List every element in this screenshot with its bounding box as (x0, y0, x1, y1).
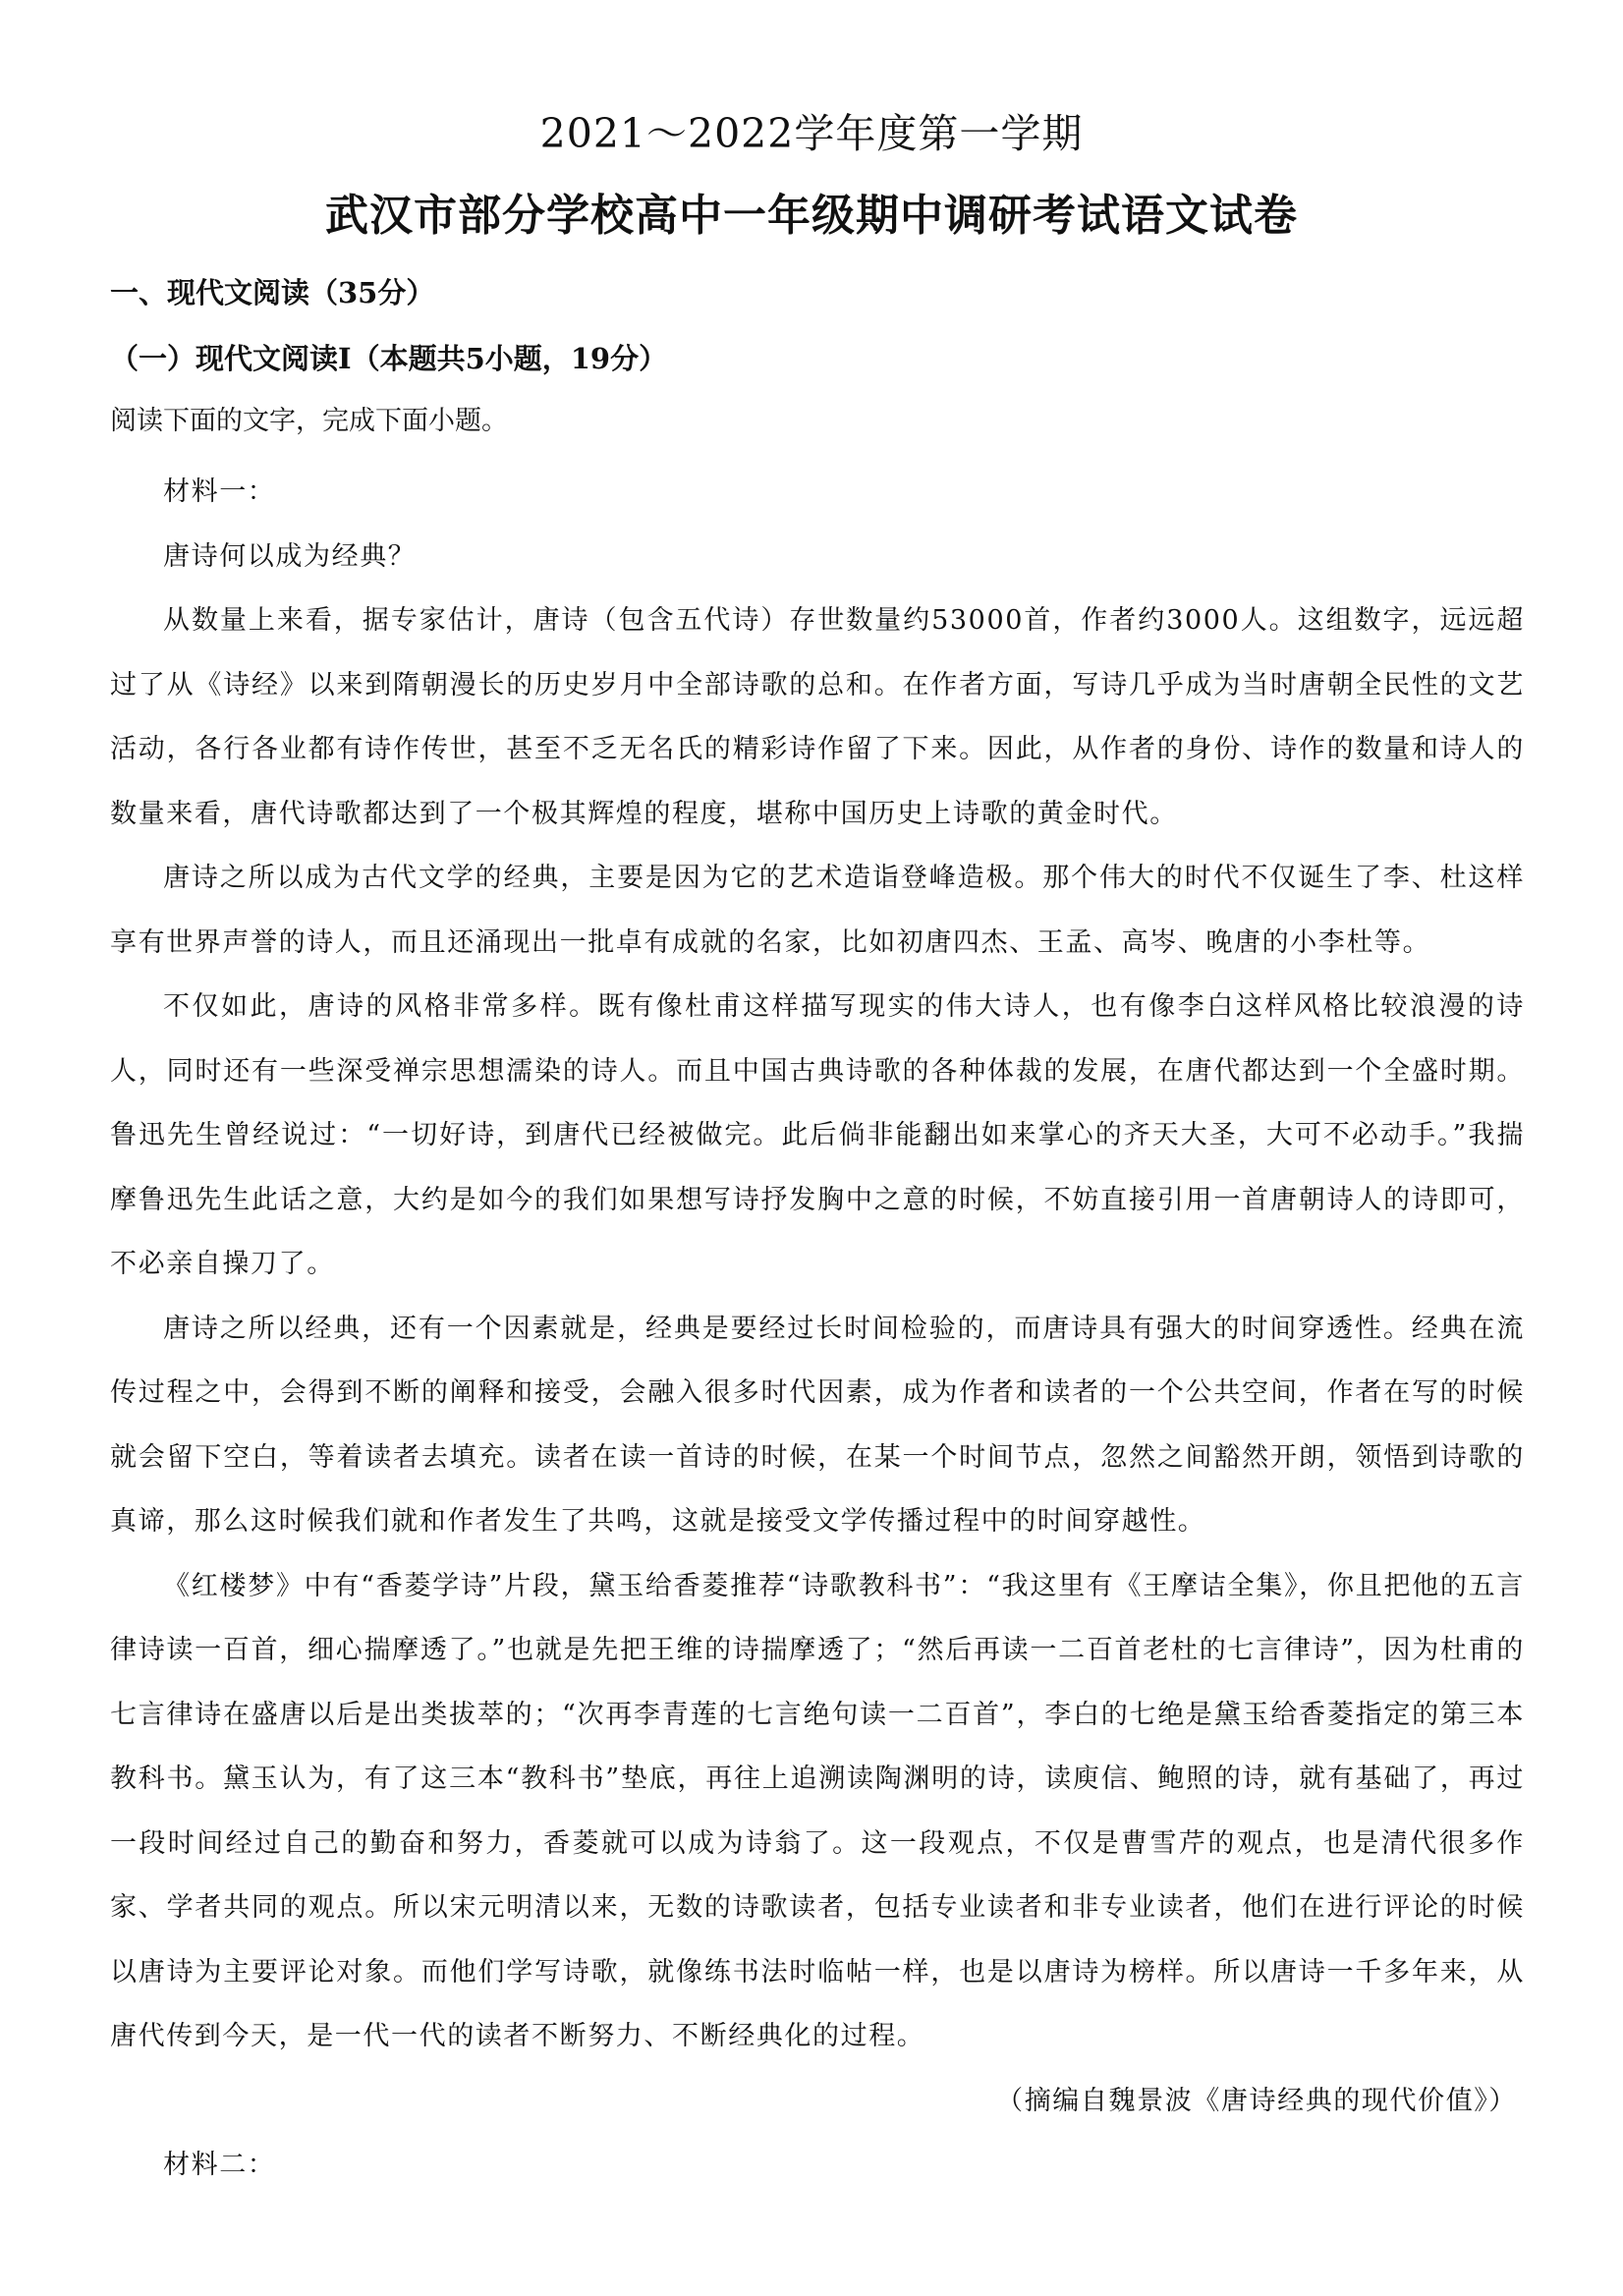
source-citation: （摘编自魏景波《唐诗经典的现代价值》） (996, 2085, 1517, 2116)
material-label: 材料一： (163, 476, 276, 507)
exam-title-main: 武汉市部分学校高中一年级期中调研考试语文试卷 (325, 191, 1298, 241)
reading-passage (110, 460, 1525, 2198)
paragraph: 唐诗之所以经典，还有一个因素就是，经典是要经过长时间检验的，而唐诗具有强大的时间穿透性。经典在流传过程之中，会得到不断的阐释和接受，会融入很多时代因素，成为作者和读者的一个公共空间，作者在写的时候就会留下空白，等着读者去填充。读者在读一首诗的时候，在某一个时间节点，忽然之间豁然开朗，领悟到诗歌的真谛，那么这时候我们就和作者发生了共鸣，这就是接受文学传播过程中的时间穿越性。 (110, 1313, 1525, 1537)
subsection-heading: （一）现代文阅读Ⅰ（本题共5小题，19分） (110, 342, 668, 375)
exam-title-term: 2021～2022学年度第一学期 (539, 110, 1084, 157)
paragraph: 唐诗之所以成为古代文学的经典，主要是因为它的艺术造诣登峰造极。那个伟大的时代不仅诞生了李、杜这样享有世界声誉的诗人，而且还涌现出一批卓有成就的名家，比如初唐四杰、王孟、高岑、晚唐的小李杜等。 (110, 863, 1525, 958)
paragraph: 从数量上来看，据专家估计，唐诗（包含五代诗）存世数量约53000首，作者约3000人。这组数字，远远超过了从《诗经》以来到隋朝漫长的历史岁月中全部诗歌的总和。在作者方面，写诗几乎成为当时唐朝全民性的文艺活动，各行各业都有诗作传世，甚至不乏无名氏的精彩诗作留了下来。因此，从作者的身份、诗作的数量和诗人的数量来看，唐代诗歌都达到了一个极其辉煌的程度，堪称中国历史上诗歌的黄金时代。 (110, 605, 1525, 829)
section-heading: 一、现代文阅读（35分） (110, 276, 435, 309)
paragraph: 不仅如此，唐诗的风格非常多样。既有像杜甫这样描写现实的伟大诗人，也有像李白这样风格比较浪漫的诗人，同时还有一些深受禅宗思想濡染的诗人。而且中国古典诗歌的各种体裁的发展，在唐代都达到一个全盛时期。鲁迅先生曾经说过：“一切好诗，到唐代已经被做完。此后倘非能翻出如来掌心的齐天大圣，大可不必动手。”我揣摩鲁迅先生此话之意，大约是如今的我们如果想写诗抒发胸中之意的时候，不妨直接引用一首唐朝诗人的诗即可，不必亲自操刀了。 (110, 991, 1525, 1279)
material-title: 唐诗何以成为经典？ (163, 540, 417, 572)
material-label: 材料二： (163, 2150, 276, 2180)
reading-instruction: 阅读下面的文字，完成下面小题。 (110, 406, 508, 436)
paragraph: 《红楼梦》中有“香菱学诗”片段，黛玉给香菱推荐“诗歌教科书”：“我这里有《王摩诘全集》，你且把他的五言律诗读一百首，细心揣摩透了。”也就是先把王维的诗揣摩透了；“然后再读一二百首老杜的七言律诗”，因为杜甫的七言律诗在盛唐以后是出类拔萃的；“次再李青莲的七言绝句读一二百首”，李白的七绝是黛玉给香菱指定的第三本教科书。黛玉认为，有了这三本“教科书”垫底，再往上追溯读陶渊明的诗，读庾信、鲍照的诗，就有基础了，再过一段时间经过自己的勤奋和努力，香菱就可以成为诗翁了。这一段观点，不仅是曹雪芹的观点，也是清代很多作家、学者共同的观点。所以宋元明清以来，无数的诗歌读者，包括专业读者和非专业读者，他们在进行评论的时候以唐诗为主要评论对象。而他们学写诗歌，就像练书法时临帖一样，也是以唐诗为榜样。所以唐诗一千多年来，从唐代传到今天，是一代一代的读者不断努力、不断经典化的过程。 (110, 1570, 1525, 2051)
